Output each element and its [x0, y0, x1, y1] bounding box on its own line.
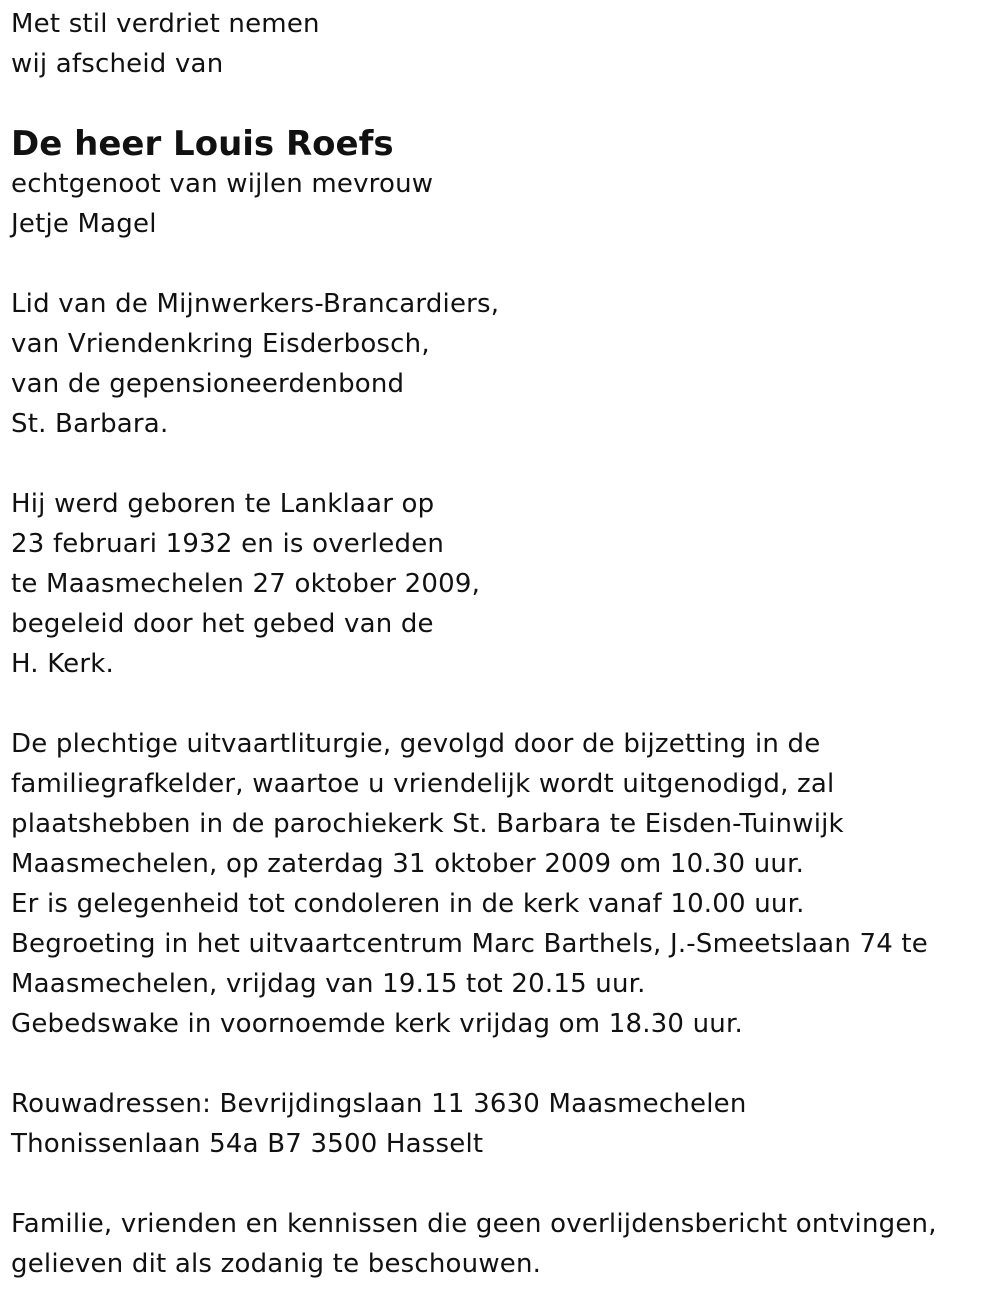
life-line: Hij werd geboren te Lanklaar op — [11, 489, 435, 519]
paragraph-gap — [11, 1164, 991, 1204]
address-line: Thonissenlaan 54a B7 3500 Hasselt — [11, 1129, 484, 1159]
spouse-line: Jetje Magel — [11, 209, 157, 239]
membership-line: van de gepensioneerdenbond — [11, 369, 405, 399]
funeral-line: Begroeting in het uitvaartcentrum Marc Barthels, J.-Smeetslaan 74 te — [11, 929, 928, 959]
spouse-section — [11, 164, 991, 244]
intro-section — [11, 4, 991, 84]
paragraph-gap — [11, 244, 991, 284]
life-line: begeleid door het gebed van de — [11, 609, 434, 639]
funeral-line: familiegrafkelder, waartoe u vriendelijk wordt uitgenodigd, zal — [11, 769, 835, 799]
closing-section — [11, 1204, 991, 1284]
membership-line: Lid van de Mijnwerkers-Brancardiers, — [11, 289, 500, 319]
funeral-line: Gebedswake in voornoemde kerk vrijdag om 18.30 uur. — [11, 1009, 743, 1039]
funeral-section — [11, 724, 991, 1044]
funeral-line: Er is gelegenheid tot condoleren in de kerk vanaf 10.00 uur. — [11, 889, 805, 919]
paragraph-gap — [11, 1044, 991, 1084]
membership-line: St. Barbara. — [11, 409, 169, 439]
intro-line: wij afscheid van — [11, 49, 224, 79]
funeral-line: Maasmechelen, vrijdag van 19.15 tot 20.15 uur. — [11, 969, 646, 999]
address-line: Rouwadressen: Bevrijdingslaan 11 3630 Maasmechelen — [11, 1089, 747, 1119]
intro-line: Met stil verdriet nemen — [11, 9, 320, 39]
membership-line: van Vriendenkring Eisderbosch, — [11, 329, 430, 359]
funeral-line: plaatshebben in de parochiekerk St. Barbara te Eisden-Tuinwijk — [11, 809, 844, 839]
paragraph-gap — [11, 444, 991, 484]
obituary-notice — [11, 4, 991, 1284]
addresses-section — [11, 1084, 991, 1164]
paragraph-gap — [11, 684, 991, 724]
life-line: 23 februari 1932 en is overleden — [11, 529, 445, 559]
life-section — [11, 484, 991, 684]
spouse-line: echtgenoot van wijlen mevrouw — [11, 169, 434, 199]
life-line: H. Kerk. — [11, 649, 114, 679]
deceased-name: De heer Louis Roefs — [11, 124, 394, 164]
funeral-line: Maasmechelen, op zaterdag 31 oktober 2009 om 10.30 uur. — [11, 849, 805, 879]
memberships-section — [11, 284, 991, 444]
closing-line: Familie, vrienden en kennissen die geen overlijdensbericht ontvingen, — [11, 1209, 937, 1239]
closing-line: gelieven dit als zodanig te beschouwen. — [11, 1249, 542, 1279]
life-line: te Maasmechelen 27 oktober 2009, — [11, 569, 481, 599]
funeral-line: De plechtige uitvaartliturgie, gevolgd door de bijzetting in de — [11, 729, 821, 759]
